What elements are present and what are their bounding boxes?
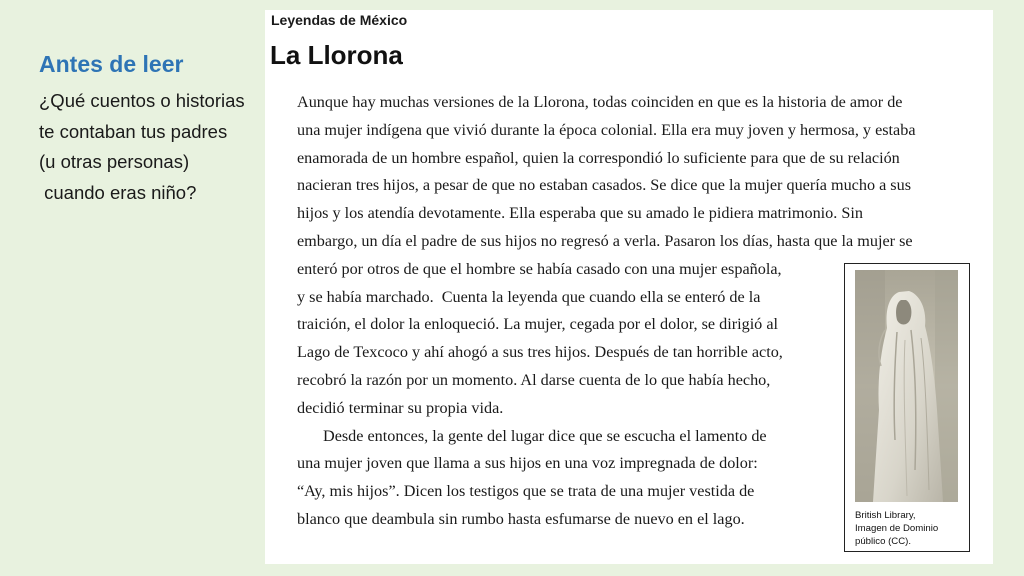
- story-line: Aunque hay muchas versiones de la Llorona, todas coinciden en que es la historia de amor de: [297, 93, 903, 111]
- caption-line: British Library,: [855, 510, 916, 521]
- figure-caption: [855, 509, 965, 548]
- story-line: hijos y los atendía devotamente. Ella esperaba que su amado le pidiera matrimonio. Sin: [297, 204, 863, 223]
- legend-document: [265, 10, 993, 564]
- llorona-figure: [844, 263, 970, 552]
- story-line: enteró por otros de que el hombre se había casado con una mujer española,: [297, 259, 782, 278]
- before-reading-panel: [39, 48, 261, 208]
- caption-line: público (CC).: [855, 536, 911, 547]
- story-line: recobró la razón por un momento. Al darse cuenta de lo que había hecho,: [297, 370, 771, 389]
- story-line: decidió terminar su propia vida.: [297, 398, 504, 417]
- before-reading-title: Antes de leer: [39, 51, 184, 77]
- story-line: “Ay, mis hijos”. Dicen los testigos que se trata de una mujer vestida de: [297, 482, 755, 501]
- story-line: embargo, un día el padre de sus hijos no regresó a verla. Pasaron los días, hasta que la mujer se: [297, 231, 913, 250]
- story-line: traición, el dolor la enloqueció. La mujer, cegada por el dolor, se dirigió al: [297, 315, 779, 334]
- caption-line: Imagen de Dominio: [855, 523, 939, 534]
- prompt-line: cuando eras niño?: [39, 181, 197, 203]
- series-title: Leyendas de México: [271, 12, 408, 28]
- story-line: enamorada de un hombre español, quien la correspondió lo suficiente para que de su relación: [297, 148, 900, 167]
- story-line: una mujer joven que llama a sus hijos en una voz impregnada de dolor:: [297, 454, 758, 473]
- story-line: blanco que deambula sin rumbo hasta esfumarse de nuevo en el lago.: [297, 509, 745, 528]
- story-line: Desde entonces, la gente del lugar dice que se escucha el lamento de: [323, 426, 767, 445]
- story-line: Lago de Texcoco y ahí ahogó a sus tres hijos. Después de tan horrible acto,: [297, 343, 783, 362]
- story-line: y se había marchado. Cuenta la leyenda que cuando ella se enteró de la: [297, 287, 761, 306]
- llorona-illustration: [855, 270, 958, 502]
- story-line: nacieran tres hijos, a pesar de que no estaban casados. Se dice que la mujer quería mucho a sus: [297, 176, 912, 195]
- legend-title: La Llorona: [270, 40, 403, 70]
- prompt-line: ¿Qué cuentos o historias: [39, 90, 245, 111]
- prompt-line: (u otras personas): [39, 151, 190, 172]
- story-line: una mujer indígena que vivió durante la época colonial. Ella era muy joven y hermosa, y estaba: [297, 120, 916, 139]
- prompt-line: te contaban tus padres: [39, 120, 228, 142]
